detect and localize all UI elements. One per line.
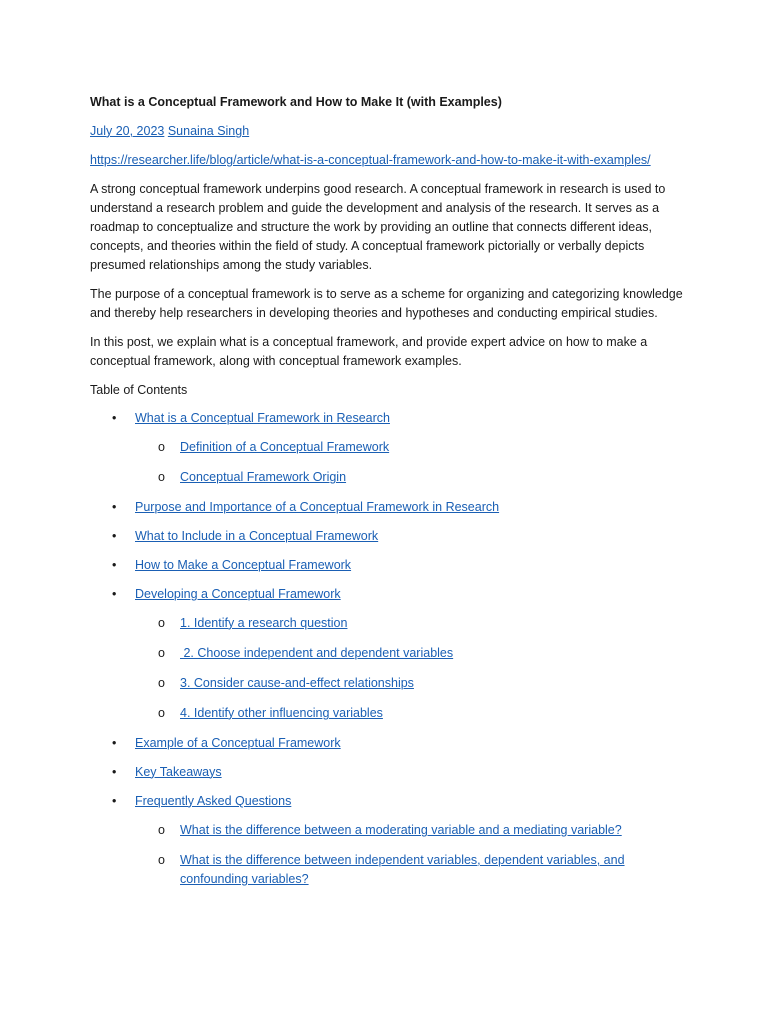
toc-heading: Table of Contents [90, 383, 188, 397]
toc-subitem [135, 704, 690, 723]
toc-subitem [135, 674, 690, 693]
sub-bullet-icon: o [158, 646, 165, 660]
toc-item [90, 792, 690, 889]
bullet-icon: • [112, 411, 117, 425]
article-title: What is a Conceptual Framework and How to Make It (with Examples) [90, 95, 502, 109]
toc-sublink[interactable]: 2. Choose independent and dependent variables [180, 646, 454, 660]
toc-subitem [135, 644, 690, 663]
toc-item [90, 585, 690, 723]
toc-sublink[interactable]: Definition of a Conceptual Framework [180, 440, 390, 454]
toc-subitem [135, 614, 690, 633]
toc-sublist [135, 438, 690, 487]
toc-item [90, 734, 690, 752]
article-author-link[interactable]: Sunaina Singh [167, 124, 250, 138]
toc-link[interactable]: Frequently Asked Questions [135, 794, 292, 808]
toc-sublink[interactable]: 1. Identify a research question [180, 616, 348, 630]
bullet-icon: • [112, 794, 117, 808]
intro-paragraph-1: A strong conceptual framework underpins good research. A conceptual framework in research is used to understand a research problem and guide the development and analysis of the research. It serves as a roadmap to conceptualize and structure the work by providing an outline that connects different ideas, concepts, and theories within the field of study. A conceptual framework pictorially or verbally depicts presumed relationships among the study variables. [90, 182, 666, 272]
document-page [90, 93, 690, 900]
sub-bullet-icon: o [158, 470, 165, 484]
article-url-link[interactable]: https://researcher.life/blog/article/what-is-a-conceptual-framework-and-how-to-make-it-with-examples/ [90, 153, 651, 167]
toc-sublist [135, 614, 690, 723]
toc-item [90, 409, 690, 487]
toc-link[interactable]: What to Include in a Conceptual Framework [135, 529, 379, 543]
toc-sublink[interactable]: Conceptual Framework Origin [180, 470, 347, 484]
bullet-icon: • [112, 736, 117, 750]
intro-paragraph-2: The purpose of a conceptual framework is to serve as a scheme for organizing and categorizing knowledge and thereby help researchers in developing theories and hypotheses and conducting empirical studies. [90, 287, 683, 320]
bullet-icon: • [112, 765, 117, 779]
toc-link[interactable]: What is a Conceptual Framework in Research [135, 411, 390, 425]
toc-subitem [135, 851, 690, 889]
toc-link[interactable]: How to Make a Conceptual Framework [135, 558, 352, 572]
sub-bullet-icon: o [158, 823, 165, 837]
toc-item [90, 527, 690, 545]
toc-sublink[interactable]: What is the difference between independent variables, dependent variables, and confounding variables? [180, 853, 625, 886]
article-url-line [90, 151, 690, 169]
sub-bullet-icon: o [158, 676, 165, 690]
bullet-icon: • [112, 558, 117, 572]
article-date-link[interactable]: July 20, 2023 [90, 124, 165, 138]
bullet-icon: • [112, 500, 117, 514]
table-of-contents [90, 409, 690, 889]
toc-item [90, 763, 690, 781]
toc-link[interactable]: Purpose and Importance of a Conceptual Framework in Research [135, 500, 500, 514]
bullet-icon: • [112, 529, 117, 543]
toc-item [90, 498, 690, 516]
intro-paragraph-3: In this post, we explain what is a conceptual framework, and provide expert advice on how to make a conceptual framework, along with conceptual framework examples. [90, 335, 648, 368]
toc-link[interactable]: Example of a Conceptual Framework [135, 736, 341, 750]
sub-bullet-icon: o [158, 616, 165, 630]
sub-bullet-icon: o [158, 706, 165, 720]
sub-bullet-icon: o [158, 440, 165, 454]
toc-item [90, 556, 690, 574]
toc-subitem [135, 821, 690, 840]
toc-subitem [135, 438, 690, 457]
toc-sublink[interactable]: 3. Consider cause-and-effect relationships [180, 676, 414, 690]
toc-sublink[interactable]: 4. Identify other influencing variables [180, 706, 383, 720]
bullet-icon: • [112, 587, 117, 601]
toc-link[interactable]: Key Takeaways [135, 765, 222, 779]
toc-sublist [135, 821, 690, 889]
toc-sublink[interactable]: What is the difference between a moderating variable and a mediating variable? [180, 823, 622, 837]
toc-subitem [135, 468, 690, 487]
sub-bullet-icon: o [158, 853, 165, 867]
article-meta [90, 122, 690, 140]
toc-link[interactable]: Developing a Conceptual Framework [135, 587, 341, 601]
